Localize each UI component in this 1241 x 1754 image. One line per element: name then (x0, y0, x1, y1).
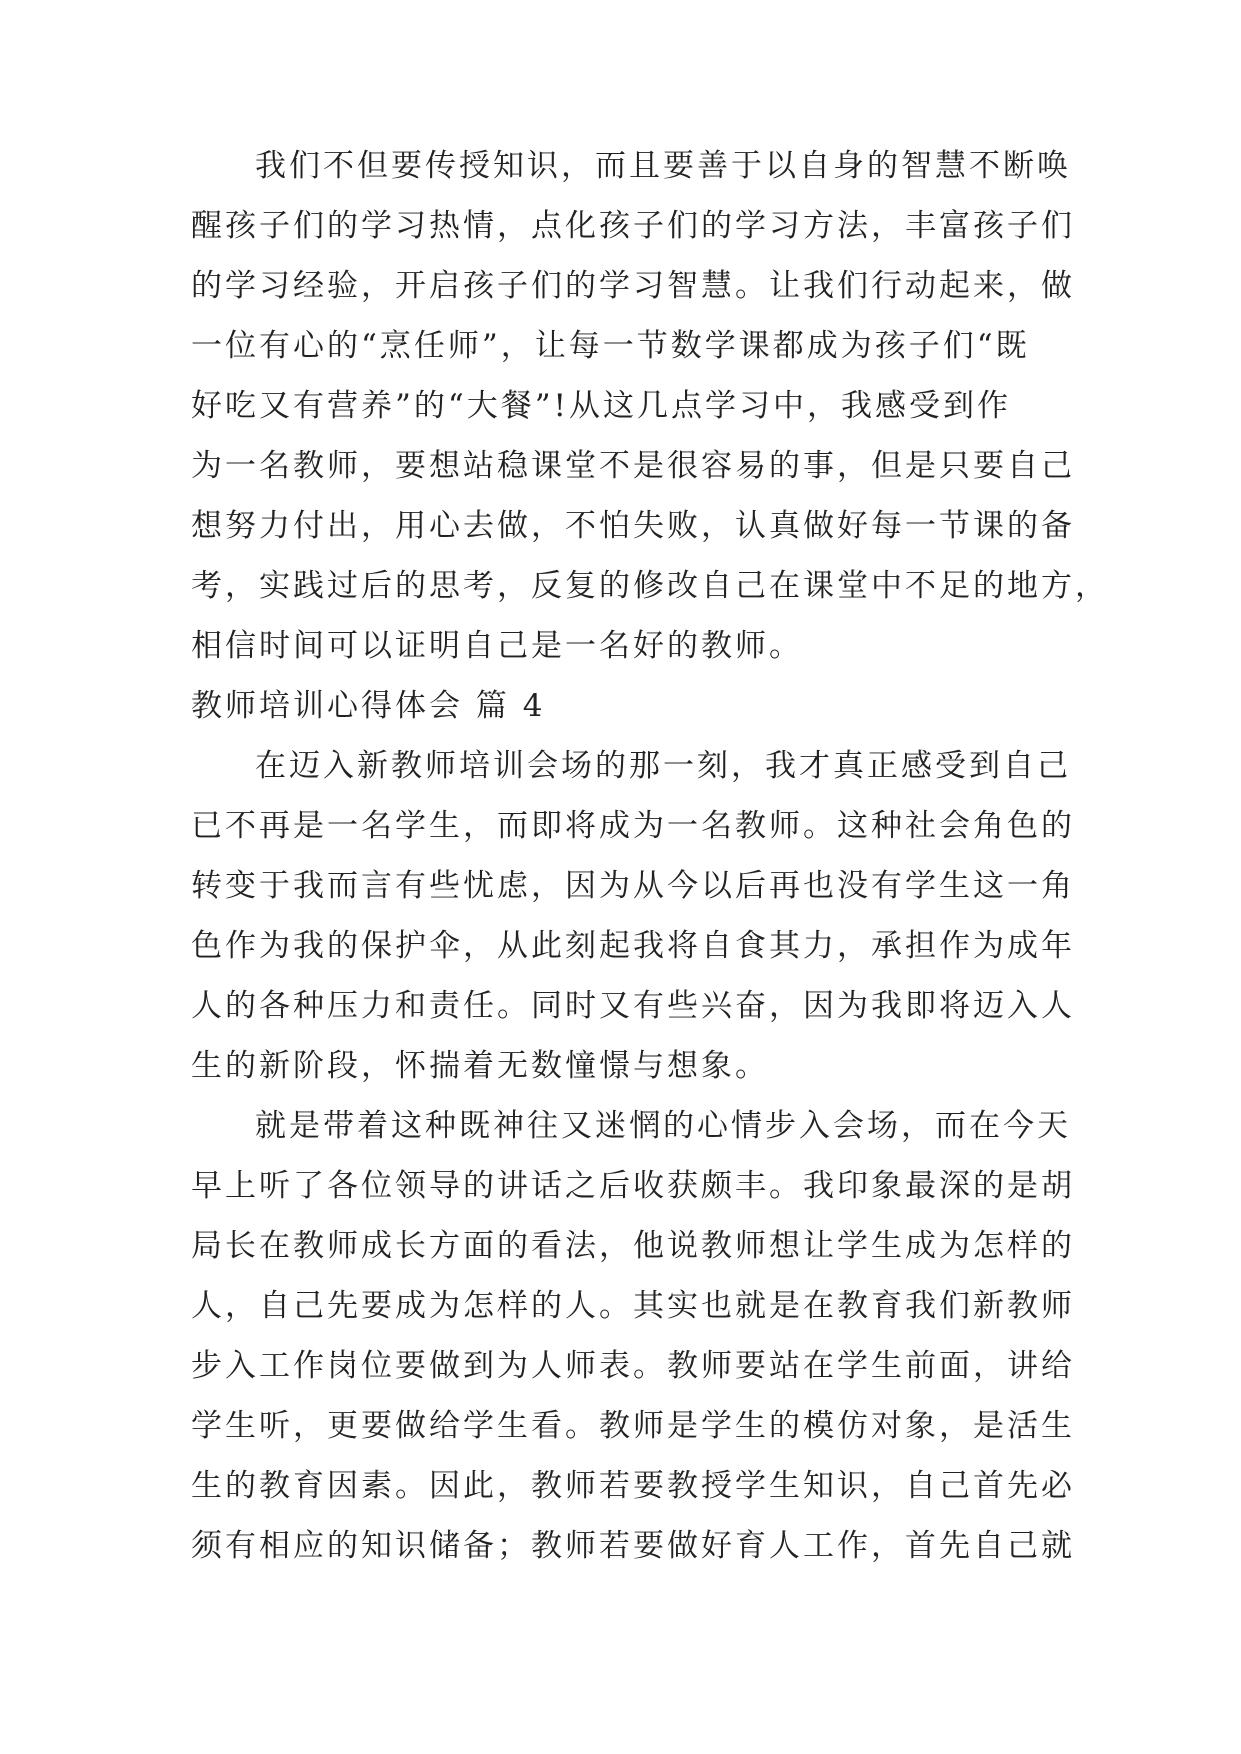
paragraph-line: 考，实践过后的思考，反复的修改自己在课堂中不足的地方， (191, 568, 1109, 604)
paragraph-line: 相信时间可以证明自己是一名好的教师。 (191, 628, 803, 664)
paragraph-line: 在迈入新教师培训会场的那一刻，我才真正感受到自己 (255, 748, 1071, 784)
paragraph-line: 已不再是一名学生，而即将成为一名教师。这种社会角色的 (191, 808, 1075, 844)
paragraph-line: 人，自己先要成为怎样的人。其实也就是在教育我们新教师 (191, 1288, 1075, 1324)
paragraph-line: 就是带着这种既神往又迷惘的心情步入会场，而在今天 (255, 1108, 1071, 1144)
paragraph-line: 早上听了各位领导的讲话之后收获颇丰。我印象最深的是胡 (191, 1168, 1075, 1204)
paragraph-line: 我们不但要传授知识，而且要善于以自身的智慧不断唤 (255, 148, 1071, 184)
paragraph-line: 好吃又有营养”的“大餐”!从这几点学习中，我感受到作 (191, 388, 1011, 424)
paragraph-line: 局长在教师成长方面的看法，他说教师想让学生成为怎样的 (191, 1228, 1075, 1264)
paragraph-line: 学生听，更要做给学生看。教师是学生的模仿对象，是活生 (191, 1408, 1075, 1444)
paragraph-line: 为一名教师，要想站稳课堂不是很容易的事，但是只要自己 (191, 448, 1075, 484)
paragraph-line: 一位有心的“烹任师”，让每一节数学课都成为孩子们“既 (191, 328, 1030, 364)
paragraph-line: 想努力付出，用心去做，不怕失败，认真做好每一节课的备 (191, 508, 1075, 544)
paragraph-line: 醒孩子们的学习热情，点化孩子们的学习方法，丰富孩子们 (191, 208, 1075, 244)
paragraph-line: 转变于我而言有些忧虑，因为从今以后再也没有学生这一角 (191, 868, 1075, 904)
paragraph-line: 步入工作岗位要做到为人师表。教师要站在学生前面，讲给 (191, 1348, 1075, 1384)
paragraph-line: 色作为我的保护伞，从此刻起我将自食其力，承担作为成年 (191, 928, 1075, 964)
paragraph-line: 生的教育因素。因此，教师若要教授学生知识，自己首先必 (191, 1468, 1075, 1504)
paragraph-line: 的学习经验，开启孩子们的学习智慧。让我们行动起来，做 (191, 268, 1075, 304)
paragraph-line: 生的新阶段，怀揣着无数憧憬与想象。 (191, 1048, 769, 1084)
paragraph-line: 人的各种压力和责任。同时又有些兴奋，因为我即将迈入人 (191, 988, 1075, 1024)
section-heading: 教师培训心得体会 篇 4 (191, 688, 546, 724)
paragraph-line: 须有相应的知识储备；教师若要做好育人工作，首先自己就 (191, 1528, 1075, 1564)
